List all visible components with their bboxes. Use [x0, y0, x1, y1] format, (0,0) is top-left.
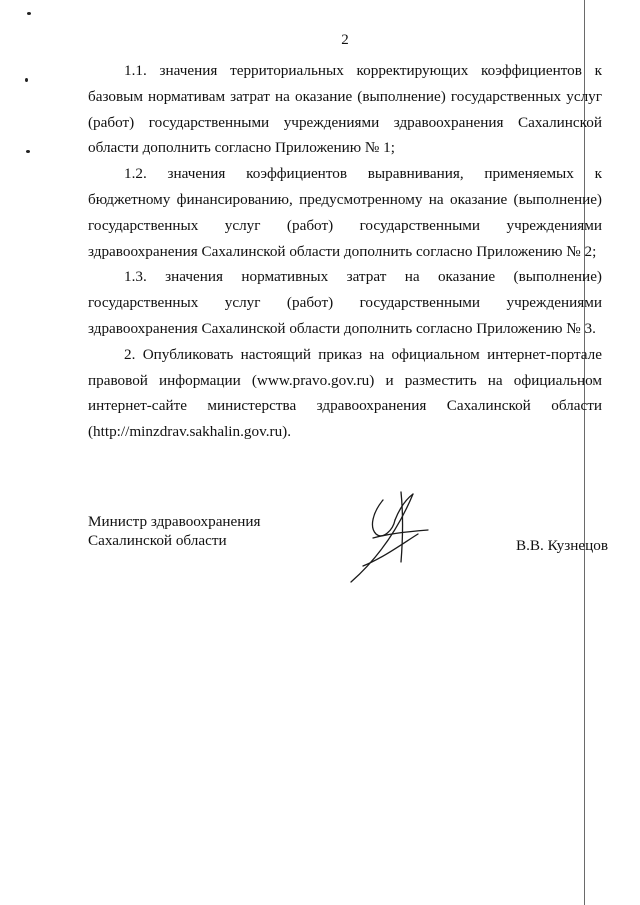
signer-title-line-2: Сахалинской области: [88, 532, 227, 549]
signature-block: [88, 512, 608, 622]
paragraph-1-3: 1.3. значения нормативных затрат на оказание (выполнение) государственных услуг (работ) государственными учреждениями здравоохранения Сахалинской области дополнить согласно Приложению № 3.: [88, 268, 602, 337]
document-body: [88, 58, 602, 445]
page-number: 2: [341, 32, 349, 48]
paragraph-2: 2. Опубликовать настоящий приказ на официальном интернет-портале правовой информации (www.pravo.gov.ru) и разместить на официальном интернет-сайте министерства здравоохранения Сахалинской области (http://minzdrav.sakhalin.gov.ru).: [88, 345, 602, 441]
paragraph-1-2: 1.2. значения коэффициентов выравнивания, применяемых к бюджетному финансированию, предусмотренному на оказание (выполнение) государственных услуг (работ) государственными учреждениями здравоохранения Сахалинской области дополнить согласно Приложению № 2;: [88, 165, 602, 260]
handwritten-signature: [343, 482, 453, 592]
scan-speck: [25, 78, 28, 82]
paragraph-1-1: 1.1. значения территориальных корректирующих коэффициентов к базовым нормативам затрат на оказание (выполнение) государственных услуг (работ) государственными учреждениями здравоохранения Сахалинской области дополнить согласно Приложению № 1;: [88, 62, 602, 157]
scan-speck: [26, 150, 30, 153]
signer-title: [88, 512, 261, 550]
signer-name: В.В. Кузнецов: [516, 537, 608, 554]
signer-title-line-1: Министр здравоохранения: [88, 513, 261, 530]
scan-speck: [27, 12, 31, 15]
